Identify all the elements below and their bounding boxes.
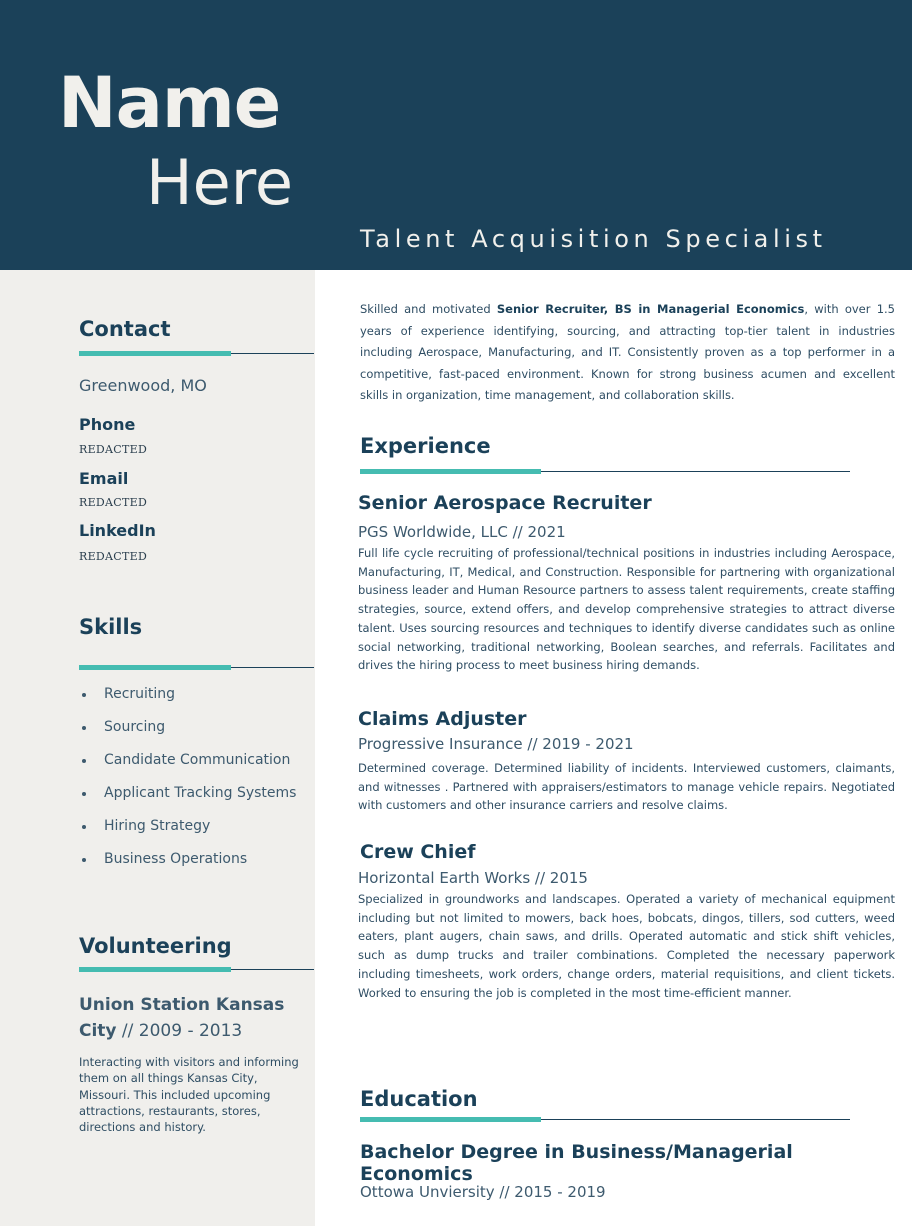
skill-item: Hiring Strategy bbox=[79, 818, 296, 851]
volunteering-heading: Volunteering bbox=[79, 934, 232, 958]
job-company-1: PGS Worldwide, LLC // 2021 bbox=[358, 523, 566, 541]
job-company-3: Horizontal Earth Works // 2015 bbox=[358, 869, 588, 887]
volunteer-description: Interacting with visitors and informing them on all things Kansas City, Missouri. This included upcoming attractions, restaurants, stores, directions and history. bbox=[79, 1055, 299, 1135]
linkedin-value: REDACTED bbox=[79, 550, 148, 563]
experience-divider bbox=[360, 471, 850, 472]
first-name: Name bbox=[58, 62, 281, 144]
education-school: Ottowa Unviersity // 2015 - 2019 bbox=[360, 1183, 606, 1201]
summary-intro: Skilled and motivated bbox=[360, 302, 497, 316]
job-description-2: Determined coverage. Determined liability of incidents. Interviewed customers, claimants, and witnesses . Partnered with appraisers/estimators to manage vehicle repairs. Negotiated with customers and other insurance carriers and resolve claims. bbox=[358, 761, 895, 813]
profile-summary bbox=[360, 299, 895, 407]
contact-heading: Contact bbox=[79, 317, 171, 341]
email-value: REDACTED bbox=[79, 496, 148, 509]
job-company-2: Progressive Insurance // 2019 - 2021 bbox=[358, 735, 634, 753]
linkedin-label: LinkedIn bbox=[79, 521, 156, 540]
skill-item: Business Operations bbox=[79, 851, 296, 884]
skill-item: Sourcing bbox=[79, 719, 296, 752]
last-name: Here bbox=[146, 146, 294, 219]
volunteer-org bbox=[79, 992, 309, 1044]
skill-item: Recruiting bbox=[79, 686, 296, 719]
experience-heading: Experience bbox=[360, 434, 491, 458]
education-divider bbox=[360, 1119, 850, 1120]
summary-rest: , with over 1.5 years of experience identifying, sourcing, and attracting top-tier talent in industries including Aerospace, Manufacturing, and IT. Consistently proven as a top performer in a competitive, fast-paced environment. Known for strong business acumen and excellent skills in organization, time management, and collaboration skills. bbox=[360, 302, 895, 403]
summary-highlight: Senior Recruiter, BS in Managerial Economics bbox=[496, 302, 805, 316]
job-title-2: Claims Adjuster bbox=[358, 708, 527, 730]
skill-item: Applicant Tracking Systems bbox=[79, 785, 296, 818]
job-description-3: Specialized in groundworks and landscapes. Operated a variety of mechanical equipment including but not limited to mowers, back hoes, bobcats, dingos, tillers, sod cutters, weed eaters, plant augers, chain saws, and drills. Operated automatic and stick shift vehicles, such as dump trucks and trailer combinations. Completed the necessary paperwork including timesheets, work orders, change orders, material requisitions, and client tickets. Worked to ensuring the job is completed in the most time-efficient manner. bbox=[358, 892, 895, 1000]
job-title-3: Crew Chief bbox=[360, 841, 476, 863]
phone-value: REDACTED bbox=[79, 443, 148, 456]
education-heading: Education bbox=[360, 1087, 478, 1111]
skill-item: Candidate Communication bbox=[79, 752, 296, 785]
skills-heading: Skills bbox=[79, 615, 143, 639]
skills-list bbox=[79, 686, 296, 884]
contact-divider bbox=[79, 353, 314, 354]
resume-header bbox=[0, 0, 912, 270]
volunteer-org-name: Union Station Kansas City bbox=[79, 995, 285, 1041]
job-title: Talent Acquisition Specialist bbox=[360, 225, 827, 253]
email-label: Email bbox=[79, 469, 129, 488]
contact-location: Greenwood, MO bbox=[79, 376, 207, 395]
volunteer-dates: // 2009 - 2013 bbox=[116, 1021, 243, 1041]
phone-label: Phone bbox=[79, 415, 136, 434]
education-degree: Bachelor Degree in Business/Managerial Economics bbox=[360, 1141, 793, 1185]
volunteering-divider bbox=[79, 969, 314, 970]
job-title-1: Senior Aerospace Recruiter bbox=[358, 492, 652, 514]
job-description-1: Full life cycle recruiting of professional/technical positions in industries including Aerospace, Manufacturing, IT, Medical, and Construction. Responsible for partnering with organizational business leader and Human Resource partners to assess talent requirements, create staffing strategies, source, extend offers, and develop comprehensive strategies to attract diverse talent. Uses sourcing resources and techniques to identify diverse candidates such as online social networking, traditional networking, Boolean searches, and referrals. Facilitates and drives the hiring process to meet business hiring demands. bbox=[358, 546, 895, 673]
skills-divider bbox=[79, 667, 314, 668]
